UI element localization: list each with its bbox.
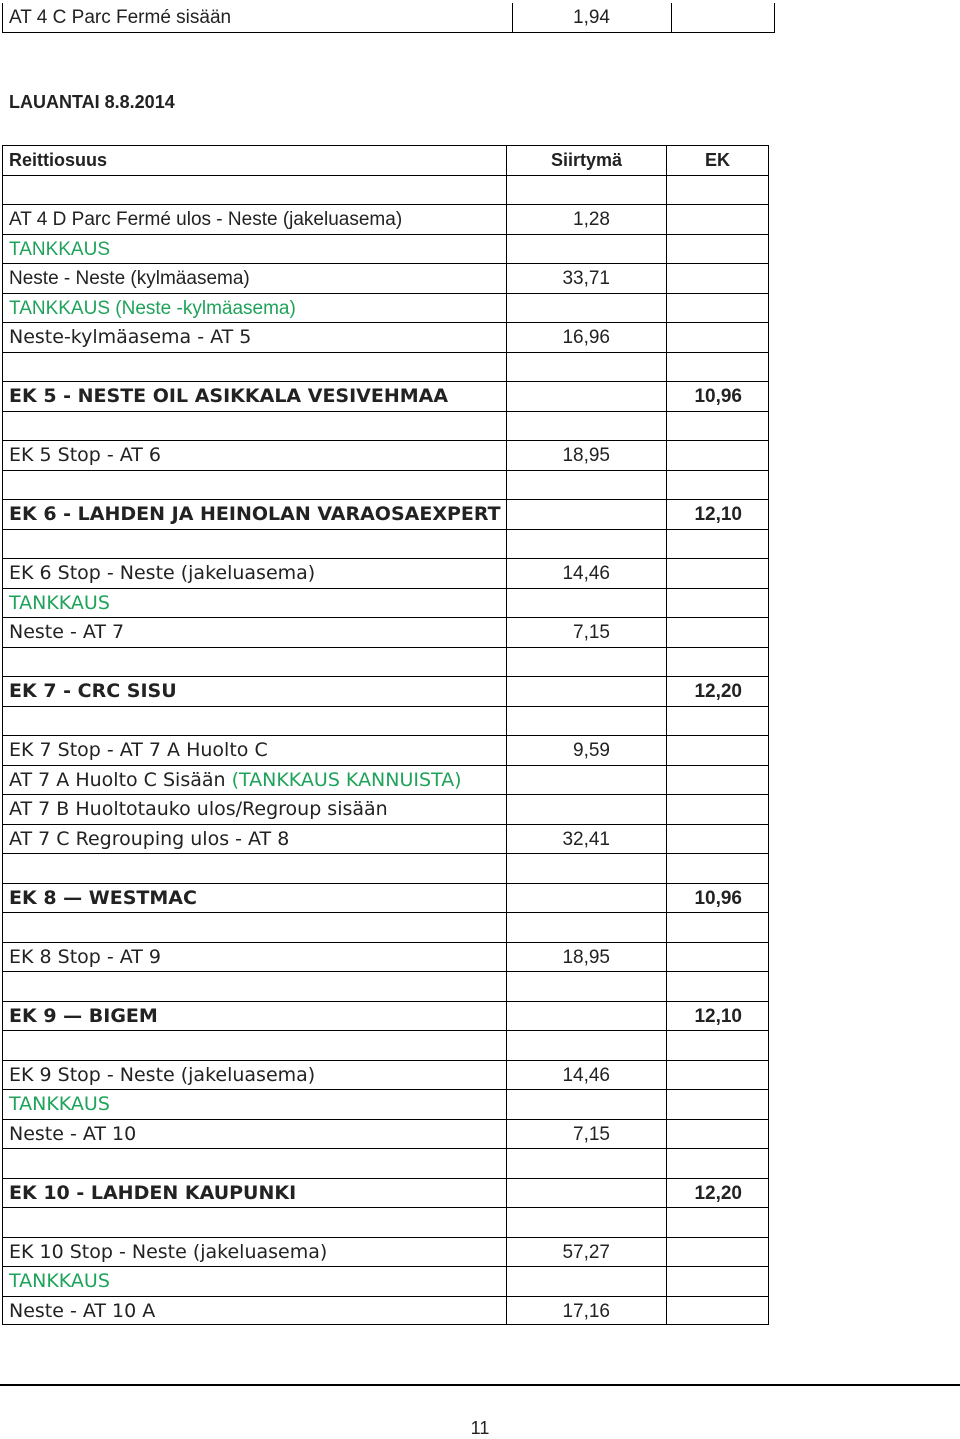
table-row: EK 5 Stop - AT 6 18,95 — [2, 440, 769, 470]
table-row: Neste - AT 7 7,15 — [2, 617, 769, 647]
table-row: EK 8 — WESTMAC 10,96 — [2, 883, 769, 913]
table-row — [2, 1207, 769, 1237]
table-row: AT 7 C Regrouping ulos - AT 8 32,41 — [2, 824, 769, 854]
table-row: AT 7 B Huoltotauko ulos/Regroup sisään — [2, 794, 769, 824]
header-route: Reittiosuus — [9, 150, 108, 170]
table-row: TANKKAUS — [2, 588, 769, 618]
table-row — [2, 352, 769, 382]
table-row — [2, 706, 769, 736]
table-row: EK 9 Stop - Neste (jakeluasema) 14,46 — [2, 1060, 769, 1090]
table-row — [2, 853, 769, 883]
table-row: TANKKAUS — [2, 1266, 769, 1296]
table-row: Neste - AT 10 7,15 — [2, 1119, 769, 1149]
previous-table-last-row — [2, 3, 775, 33]
table-row: Neste - AT 10 A 17,16 — [2, 1296, 769, 1326]
table-row: EK 10 Stop - Neste (jakeluasema) 57,27 — [2, 1237, 769, 1267]
table-row: EK 8 Stop - AT 9 18,95 — [2, 942, 769, 972]
table-row: EK 5 - NESTE OIL ASIKKALA VESIVEHMAA 10,96 — [2, 381, 769, 411]
table-row — [2, 470, 769, 500]
table-row: EK 6 - LAHDEN JA HEINOLAN VARAOSAEXPERT 12,10 — [2, 499, 769, 529]
header-transfer: Siirtymä — [550, 150, 622, 170]
table-row — [2, 1148, 769, 1178]
table-row: AT 7 A Huolto C Sisään (TANKKAUS KANNUISTA) — [2, 765, 769, 795]
table-row: EK 7 Stop - AT 7 A Huolto C 9,59 — [2, 735, 769, 765]
top-row-label: AT 4 C Parc Fermé sisään — [9, 7, 232, 28]
table-row: EK 10 - LAHDEN KAUPUNKI 12,20 — [2, 1178, 769, 1208]
page-number: 11 — [470, 1418, 490, 1438]
table-row: TANKKAUS — [2, 234, 769, 264]
table-row — [2, 647, 769, 677]
route-table — [2, 145, 769, 1325]
table-row: TANKKAUS (Neste -kylmäasema) — [2, 293, 769, 323]
table-row: Neste-kylmäasema - AT 5 16,96 — [2, 322, 769, 352]
footer-divider — [0, 1384, 960, 1386]
table-row: EK 7 - CRC SISU 12,20 — [2, 676, 769, 706]
date-heading: LAUANTAI 8.8.2014 — [9, 92, 175, 112]
table-row: EK 6 Stop - Neste (jakeluasema) 14,46 — [2, 558, 769, 588]
table-row: EK 9 — BIGEM 12,10 — [2, 1001, 769, 1031]
table-header — [2, 145, 769, 175]
table-row — [2, 411, 769, 441]
table-row — [2, 1030, 769, 1060]
table-row — [2, 912, 769, 942]
table-row — [2, 529, 769, 559]
table-row: TANKKAUS — [2, 1089, 769, 1119]
top-row-value: 1,94 — [573, 7, 610, 28]
table-row: AT 4 D Parc Fermé ulos - Neste (jakeluasema) 1,28 — [2, 204, 769, 234]
table-row: Neste - Neste (kylmäasema) 33,71 — [2, 263, 769, 293]
header-stage: EK — [704, 150, 730, 170]
table-row — [2, 175, 769, 205]
table-row — [2, 971, 769, 1001]
